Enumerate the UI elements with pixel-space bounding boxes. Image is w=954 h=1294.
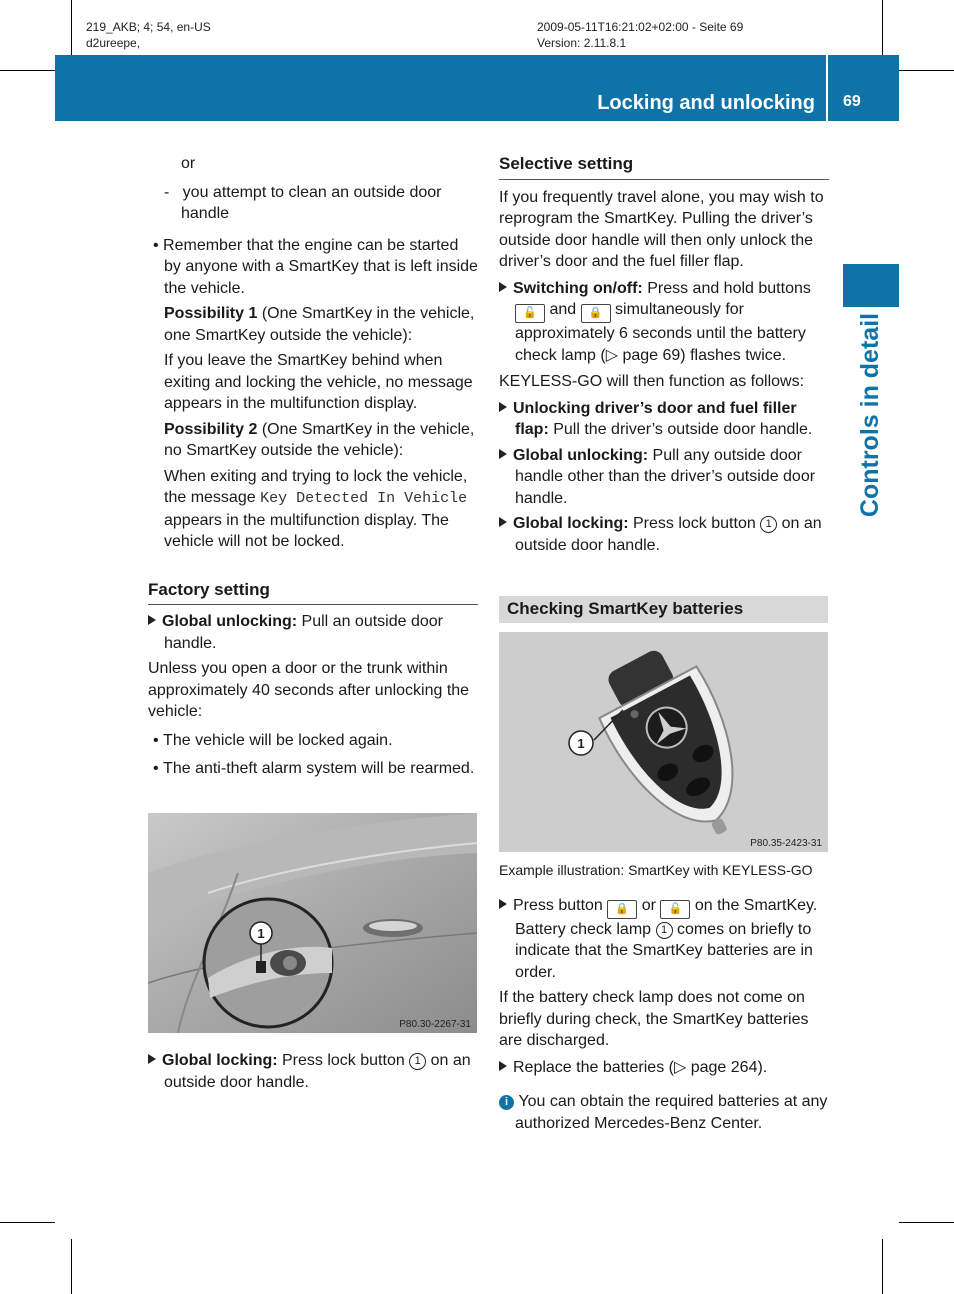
meta-line: 219_AKB; 4; 54, en-US — [86, 20, 211, 34]
or-text: or — [181, 155, 196, 172]
number-1-icon: 1 — [656, 922, 673, 939]
instruction-step — [499, 398, 829, 441]
instruction-step — [499, 1057, 829, 1079]
number-1-icon: 1 — [760, 516, 777, 533]
step-text: Press lock button — [277, 1052, 410, 1069]
crop-mark — [0, 70, 55, 71]
info-icon: i — [499, 1095, 514, 1110]
step-arrow-icon — [499, 899, 507, 909]
crop-mark — [71, 0, 72, 55]
possibility-2-text: (One SmartKey in the vehicle, no SmartKey outside the vehicle): — [164, 420, 475, 459]
keyless-text: KEYLESS-GO will then function as follows: — [499, 373, 805, 390]
step-arrow-icon — [148, 1054, 156, 1064]
print-meta-right — [537, 19, 743, 51]
header-divider — [826, 55, 828, 121]
step-text: Pull the driver’s outside door handle. — [548, 421, 813, 438]
step-text: Press and hold buttons — [642, 279, 811, 297]
crop-mark — [882, 0, 883, 55]
display-message: Key Detected In Vehicle — [260, 490, 468, 507]
crop-mark — [71, 1239, 72, 1294]
step-arrow-icon — [148, 615, 156, 625]
step-label: Switching on/off: — [513, 279, 643, 297]
step-text: Replace the batteries ( — [513, 1058, 674, 1076]
possibility-1-text: (One SmartKey in the vehicle, one SmartKey outside the vehicle): — [164, 305, 475, 344]
header-band — [55, 55, 899, 121]
instruction-step — [148, 1050, 478, 1093]
right-column — [499, 153, 829, 556]
number-1-icon: 1 — [409, 1053, 426, 1070]
smartkey-illustration — [499, 632, 828, 852]
info-note — [499, 1091, 829, 1134]
step-text: on the SmartKey. — [690, 896, 818, 914]
possibility-1-label: Possibility 1 — [164, 305, 258, 322]
door-handle-illustration — [148, 813, 477, 1033]
step-text: and — [545, 301, 581, 318]
possibility-2-label: Possibility 2 — [164, 420, 258, 438]
crop-mark — [899, 1222, 954, 1223]
unlock-button-icon: 🔓 — [515, 304, 545, 323]
list-item: • Remember that the engine can be started by anyone with a SmartKey that is left inside the vehicle. — [153, 236, 478, 297]
list-item-text: The anti-theft alarm system will be rearmed. — [163, 760, 475, 777]
image-code: P80.35-2423-31 — [750, 838, 822, 849]
step-label: Global locking: — [513, 515, 629, 532]
step-text: Pull an outside door handle. — [164, 613, 443, 652]
instruction-step — [499, 278, 829, 367]
possibility-1-detail: If you leave the SmartKey behind when exiting and locking the vehicle, no message appears in the multifunction display. — [164, 352, 473, 412]
list-item: • The anti-theft alarm system will be rearmed. — [153, 760, 475, 777]
callout-number: 1 — [257, 926, 265, 941]
section-title: Locking and unlocking — [597, 92, 815, 114]
step-arrow-icon — [499, 402, 507, 412]
meta-line: d2ureepe, — [86, 36, 141, 50]
instruction-step — [148, 611, 478, 654]
page-number: 69 — [843, 93, 861, 110]
detail-text: Battery check lamp — [515, 920, 656, 938]
step-label: Unlocking driver’s door and fuel filler flap: — [513, 399, 797, 438]
possibility-2 — [148, 419, 478, 462]
list-item: • The vehicle will be locked again. — [153, 731, 393, 749]
detail-text: appears in the multifunction display. The vehicle will not be locked. — [164, 511, 449, 550]
print-meta-left — [86, 19, 211, 51]
meta-line: Version: 2.11.8.1 — [537, 36, 627, 50]
detail-text: When exiting and trying to lock the vehicle, the message — [164, 467, 468, 506]
factory-setting-heading: Factory setting — [148, 579, 478, 606]
unless-text: Unless you open a door or the trunk within approximately 40 seconds after unlocking the vehicle: — [148, 660, 470, 720]
step-label: Global locking: — [162, 1052, 278, 1069]
step-label: Global unlocking: — [513, 446, 649, 464]
crop-mark — [899, 70, 954, 71]
crop-mark — [882, 1239, 883, 1294]
callout-number: 1 — [577, 736, 585, 751]
dash-item-text: you attempt to clean an outside door handle — [181, 183, 442, 222]
possibility-1 — [148, 303, 478, 346]
step-text: on an outside door handle. — [164, 1052, 471, 1091]
step-text: or — [637, 896, 661, 914]
if-not-text: If the battery check lamp does not come on briefly during check, the SmartKey batteries are discharged. — [499, 989, 809, 1049]
detail-text: comes on briefly to indicate that the SmartKey batteries are in order. — [515, 920, 813, 981]
step-text: simultaneously for approximately 6 seconds until the battery check lamp ( — [515, 301, 806, 364]
left-column — [148, 153, 478, 780]
image-code: P80.30-2267-31 — [399, 1019, 471, 1030]
right-column-bottom — [499, 860, 829, 1134]
dash-item: - you attempt to clean an outside door handle — [164, 183, 442, 222]
unlock-button-icon: 🔓 — [660, 900, 690, 919]
side-tab-label: Controls in detail — [856, 312, 884, 518]
info-text: You can obtain the required batteries at any authorized Mercedes-Benz Center. — [515, 1093, 828, 1132]
step-arrow-icon — [499, 282, 507, 292]
left-column-bottom — [148, 1050, 478, 1093]
image-caption: Example illustration: SmartKey with KEYLESS-GO — [499, 862, 813, 878]
step-text: ) flashes twice. — [680, 346, 787, 364]
battery-heading-text: Checking SmartKey batteries — [507, 599, 744, 618]
lock-button-icon: 🔒 — [607, 900, 637, 919]
instruction-step — [499, 513, 829, 556]
step-arrow-icon — [499, 1061, 507, 1071]
step-arrow-icon — [499, 449, 507, 459]
step-text: on an outside door handle. — [515, 515, 822, 554]
crop-mark — [0, 1222, 55, 1223]
possibility-2-detail — [148, 466, 478, 553]
instruction-step — [499, 445, 829, 510]
list-item-text: The vehicle will be locked again. — [163, 731, 393, 749]
battery-section-heading — [499, 596, 828, 623]
page-reference[interactable]: ▷ page 69 — [605, 346, 681, 364]
step-text: Press lock button — [628, 515, 761, 532]
step-text: Pull any outside door handle other than the driver’s outside door handle. — [515, 446, 816, 507]
step-text: ). — [757, 1058, 768, 1076]
instruction-step — [499, 895, 829, 919]
list-item-text: Remember that the engine can be started by anyone with a SmartKey that is left inside the vehicle. — [163, 236, 478, 297]
selective-setting-heading: Selective setting — [499, 153, 829, 180]
step-text: Press button — [513, 896, 608, 914]
step-arrow-icon — [499, 517, 507, 527]
lock-button-icon: 🔒 — [581, 304, 611, 323]
battery-lamp-text — [499, 919, 829, 984]
step-label: Global unlocking: — [162, 613, 298, 630]
meta-line: 2009-05-11T16:21:02+02:00 - Seite 69 — [537, 20, 744, 34]
selective-intro: If you frequently travel alone, you may wish to reprogram the SmartKey. Pulling the driver’s outside door handle will then only unlock the driver’s door and the fuel filler flap. — [499, 188, 824, 270]
page-reference[interactable]: ▷ page 264 — [673, 1058, 758, 1076]
